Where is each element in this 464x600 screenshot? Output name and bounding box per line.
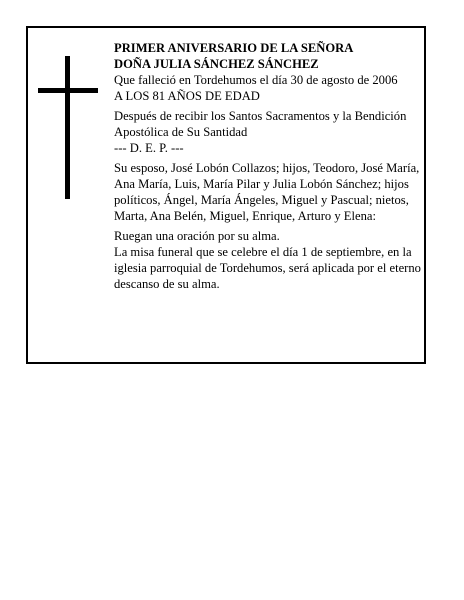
obituary-notice xyxy=(26,26,426,364)
sacraments-text: Después de recibir los Santos Sacramentos y la Bendición Apostólica de Su Santidad xyxy=(114,109,407,139)
title-line-2: DOÑA JULIA SÁNCHEZ SÁNCHEZ xyxy=(114,57,319,71)
cross-horizontal-bar xyxy=(38,88,98,93)
mass-text: La misa funeral que se celebre el día 1 de septiembre, en la iglesia parroquial de Tordehumos, será aplicada por el eterno descanso de su alma. xyxy=(114,245,421,291)
prayer-text: Ruegan una oración por su alma. xyxy=(114,229,280,243)
rip-line: --- D. E. P. --- xyxy=(114,141,184,155)
age-line: A LOS 81 AÑOS DE EDAD xyxy=(114,89,260,103)
title-line-1: PRIMER ANIVERSARIO DE LA SEÑORA xyxy=(114,41,354,55)
cross-icon xyxy=(38,56,98,199)
family-text: Su esposo, José Lobón Collazos; hijos, Teodoro, José María, Ana María, Luis, María Pilar y Julia Lobón Sánchez; hijos políticos, Ángel, María Ángeles, Miguel y Pascual; nietos, Marta, Ana Belén, Miguel, Enrique, Arturo y Elena: xyxy=(114,161,420,223)
death-info: Que falleció en Tordehumos el día 30 de agosto de 2006 xyxy=(114,73,398,87)
cross-vertical-bar xyxy=(65,56,70,199)
notice-text xyxy=(114,40,426,292)
